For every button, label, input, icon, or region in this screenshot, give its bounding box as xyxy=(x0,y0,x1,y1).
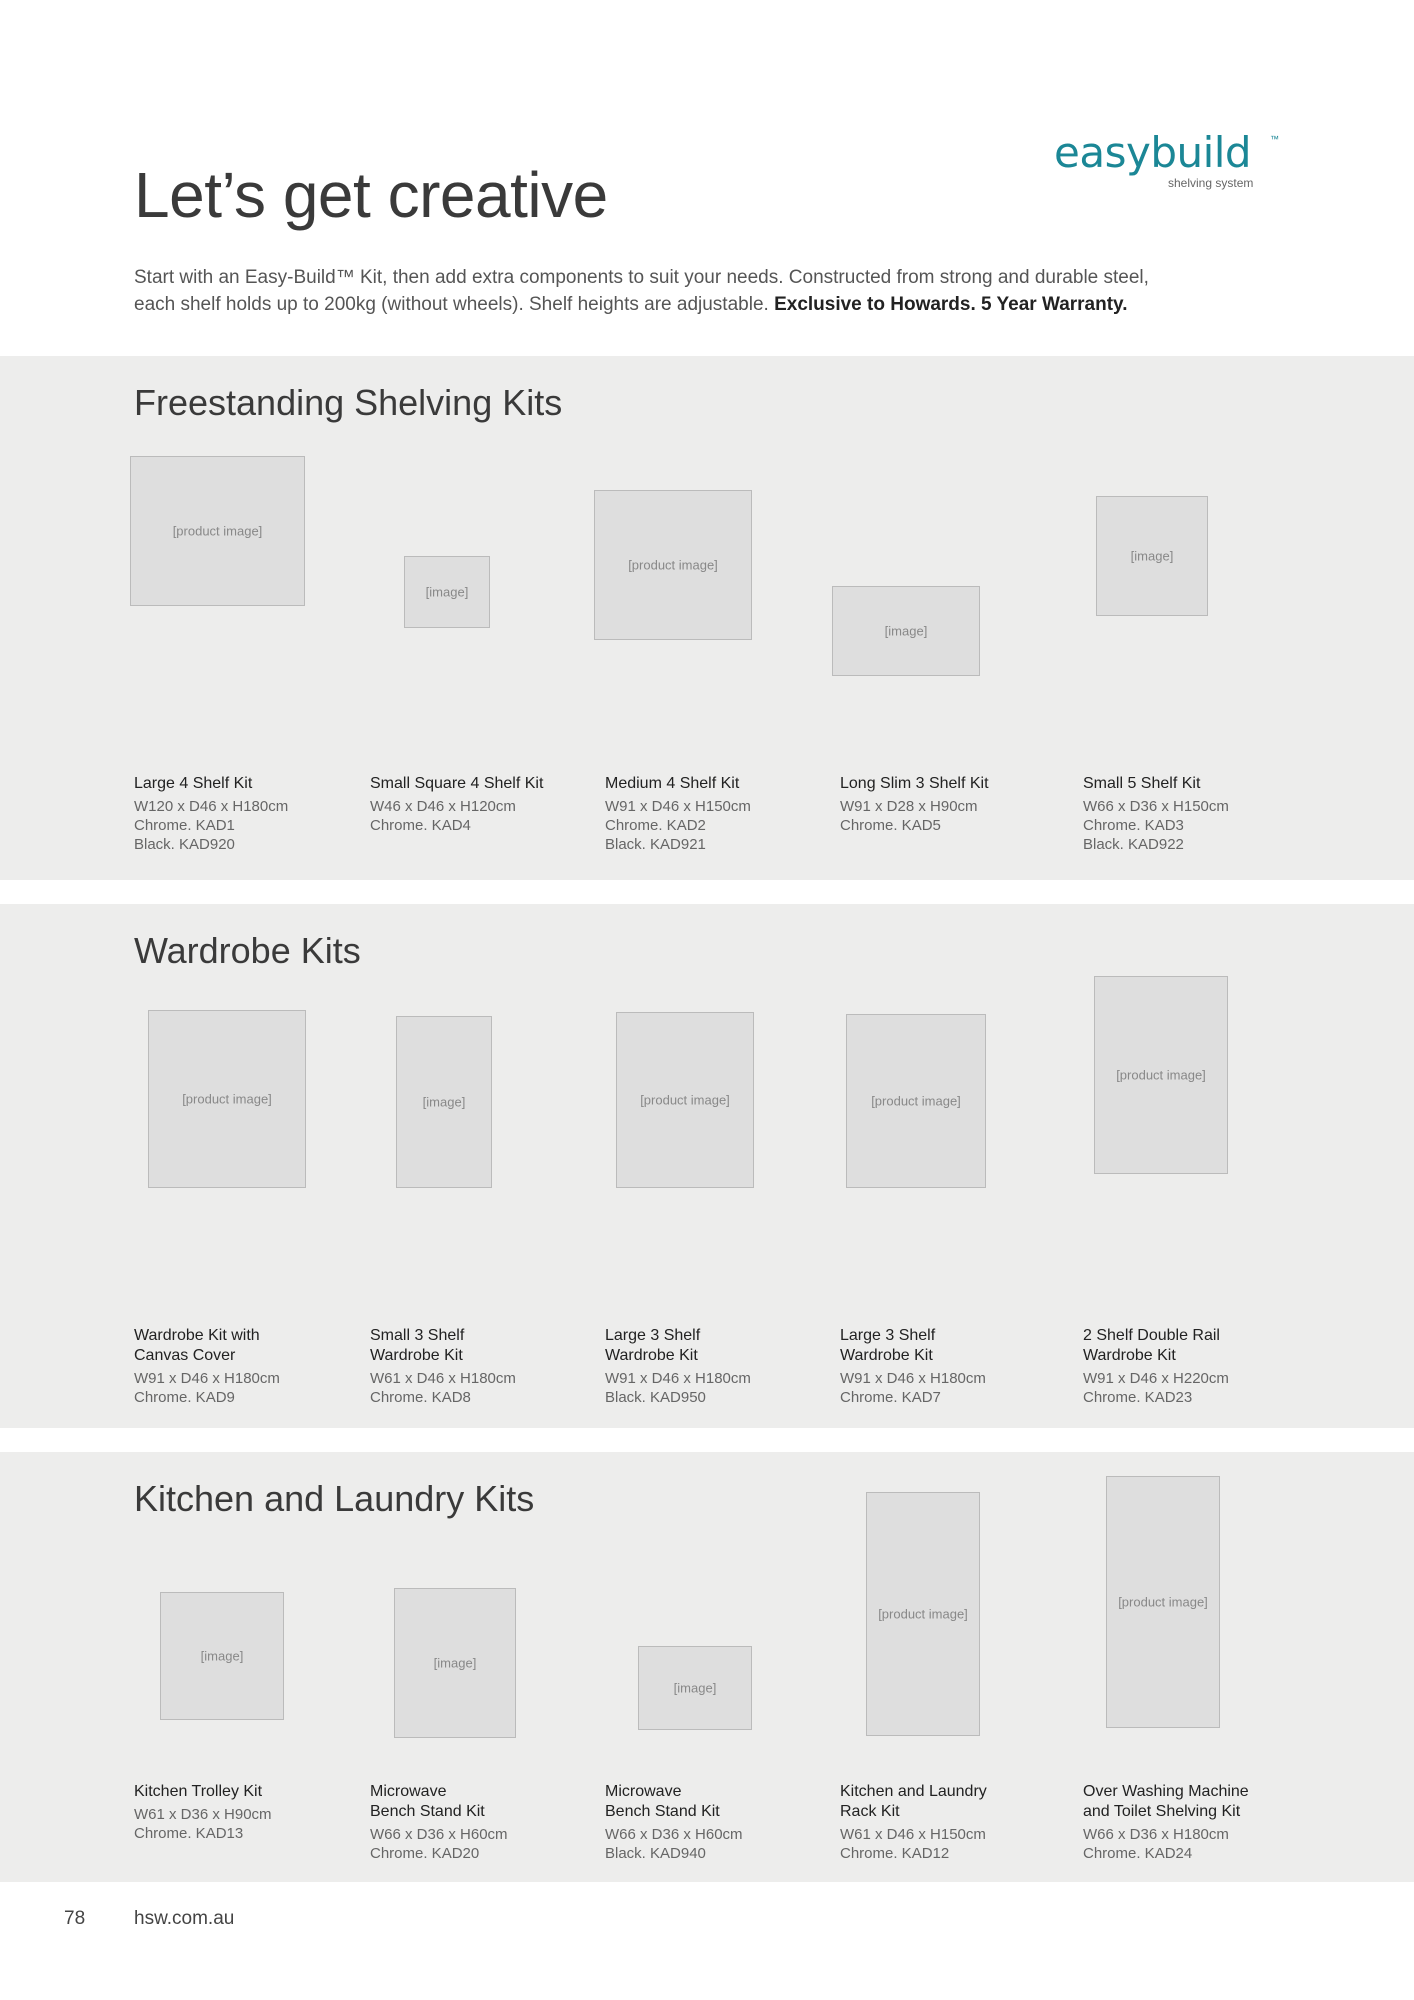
image-placeholder: [product image] xyxy=(594,490,752,640)
intro-highlight: Exclusive to Howards. 5 Year Warranty. xyxy=(774,294,1128,315)
product-name: Kitchen and Laundry Rack Kit xyxy=(840,1783,987,1820)
product-specs: W61 x D46 x H150cm Chrome. KAD12 xyxy=(840,1826,986,1862)
product-specs: W91 x D46 x H180cm Black. KAD950 xyxy=(605,1370,751,1406)
freestanding-section xyxy=(0,356,1414,880)
product-name: Kitchen Trolley Kit xyxy=(134,1783,263,1800)
image-placeholder: [product image] xyxy=(616,1012,754,1188)
product-specs: W120 x D46 x H180cm Chrome. KAD1 Black. KAD920 xyxy=(134,798,289,853)
product-name: Medium 4 Shelf Kit xyxy=(605,775,740,792)
image-placeholder: [image] xyxy=(404,556,490,628)
product-name: Large 4 Shelf Kit xyxy=(134,775,253,792)
product-specs: W66 x D36 x H60cm Black. KAD940 xyxy=(605,1826,743,1862)
product-name: Microwave Bench Stand Kit xyxy=(605,1783,720,1820)
product-long-slim-3-shelf-kit xyxy=(840,774,1060,835)
product-kitchen-laundry-rack-kit xyxy=(840,1782,1060,1863)
product-microwave-bench-stand-kit-chrome xyxy=(370,1782,590,1863)
product-specs: W46 x D46 x H120cm Chrome. KAD4 xyxy=(370,798,516,834)
kitchen-laundry-section xyxy=(0,1452,1414,1882)
image-placeholder: [image] xyxy=(638,1646,752,1730)
image-placeholder: [image] xyxy=(1096,496,1208,616)
product-microwave-bench-stand-kit-black xyxy=(605,1782,825,1863)
product-name: Microwave Bench Stand Kit xyxy=(370,1783,485,1820)
image-placeholder: [product image] xyxy=(1094,976,1228,1174)
product-name: 2 Shelf Double Rail Wardrobe Kit xyxy=(1083,1327,1220,1364)
image-placeholder: [product image] xyxy=(130,456,305,606)
image-placeholder: [product image] xyxy=(1106,1476,1220,1728)
logo-subtitle: shelving system xyxy=(1168,176,1254,190)
product-specs: W61 x D36 x H90cm Chrome. KAD13 xyxy=(134,1806,272,1842)
product-large-3-shelf-wardrobe-kit-black xyxy=(605,1326,825,1407)
section-title: Wardrobe Kits xyxy=(134,930,361,971)
product-name: Small 5 Shelf Kit xyxy=(1083,775,1201,792)
product-specs: W91 x D46 x H220cm Chrome. KAD23 xyxy=(1083,1370,1229,1406)
image-placeholder: [product image] xyxy=(148,1010,306,1188)
product-large-4-shelf-kit xyxy=(134,774,354,854)
image-placeholder: [image] xyxy=(160,1592,284,1720)
image-placeholder: [image] xyxy=(832,586,980,676)
intro-paragraph xyxy=(134,264,1194,318)
product-small-square-4-shelf-kit xyxy=(370,774,590,835)
image-placeholder: [product image] xyxy=(866,1492,980,1736)
section-title: Kitchen and Laundry Kits xyxy=(134,1478,535,1519)
product-name: Large 3 Shelf Wardrobe Kit xyxy=(605,1327,701,1364)
section-title: Freestanding Shelving Kits xyxy=(134,382,563,423)
product-specs: W91 x D46 x H180cm Chrome. KAD7 xyxy=(840,1370,986,1406)
product-wardrobe-kit-canvas-cover xyxy=(134,1326,354,1407)
product-large-3-shelf-wardrobe-kit-chrome xyxy=(840,1326,1060,1407)
intro-text: Start with an Easy-Build™ Kit, then add extra components to suit your needs. Constructed from strong and durable steel, each shelf holds up to 200kg (without wheels). Shelf heights are adjustable. xyxy=(134,267,1149,315)
product-name: Over Washing Machine and Toilet Shelving Kit xyxy=(1083,1783,1249,1820)
product-specs: W91 x D28 x H90cm Chrome. KAD5 xyxy=(840,798,978,834)
product-specs: W66 x D36 x H60cm Chrome. KAD20 xyxy=(370,1826,508,1862)
product-specs: W91 x D46 x H150cm Chrome. KAD2 Black. KAD921 xyxy=(605,798,751,853)
image-placeholder: [image] xyxy=(396,1016,492,1188)
page-number: 78 xyxy=(64,1908,86,1929)
product-specs: W66 x D36 x H150cm Chrome. KAD3 Black. KAD922 xyxy=(1083,798,1229,853)
product-name: Small 3 Shelf Wardrobe Kit xyxy=(370,1327,465,1364)
product-specs: W61 x D46 x H180cm Chrome. KAD8 xyxy=(370,1370,516,1406)
product-2-shelf-double-rail-wardrobe-kit xyxy=(1083,1326,1303,1407)
product-name: Wardrobe Kit with Canvas Cover xyxy=(134,1327,260,1364)
product-kitchen-trolley-kit xyxy=(134,1782,354,1843)
product-name: Small Square 4 Shelf Kit xyxy=(370,775,544,792)
product-name: Long Slim 3 Shelf Kit xyxy=(840,775,989,792)
product-specs: W66 x D36 x H180cm Chrome. KAD24 xyxy=(1083,1826,1229,1862)
product-small-5-shelf-kit xyxy=(1083,774,1303,854)
website-link[interactable]: hsw.com.au xyxy=(134,1908,235,1929)
product-name: Large 3 Shelf Wardrobe Kit xyxy=(840,1327,936,1364)
product-over-washing-machine-kit xyxy=(1083,1782,1303,1863)
logo-trademark: ™ xyxy=(1270,134,1279,144)
product-specs: W91 x D46 x H180cm Chrome. KAD9 xyxy=(134,1370,280,1406)
product-medium-4-shelf-kit xyxy=(605,774,825,854)
wardrobe-section xyxy=(0,904,1414,1428)
logo-wordmark: easybuild xyxy=(1054,128,1252,177)
image-placeholder: [image] xyxy=(394,1588,516,1738)
product-small-3-shelf-wardrobe-kit xyxy=(370,1326,590,1407)
page-title: Let’s get creative xyxy=(134,159,608,231)
image-placeholder: [product image] xyxy=(846,1014,986,1188)
easybuild-logo xyxy=(1054,128,1284,190)
